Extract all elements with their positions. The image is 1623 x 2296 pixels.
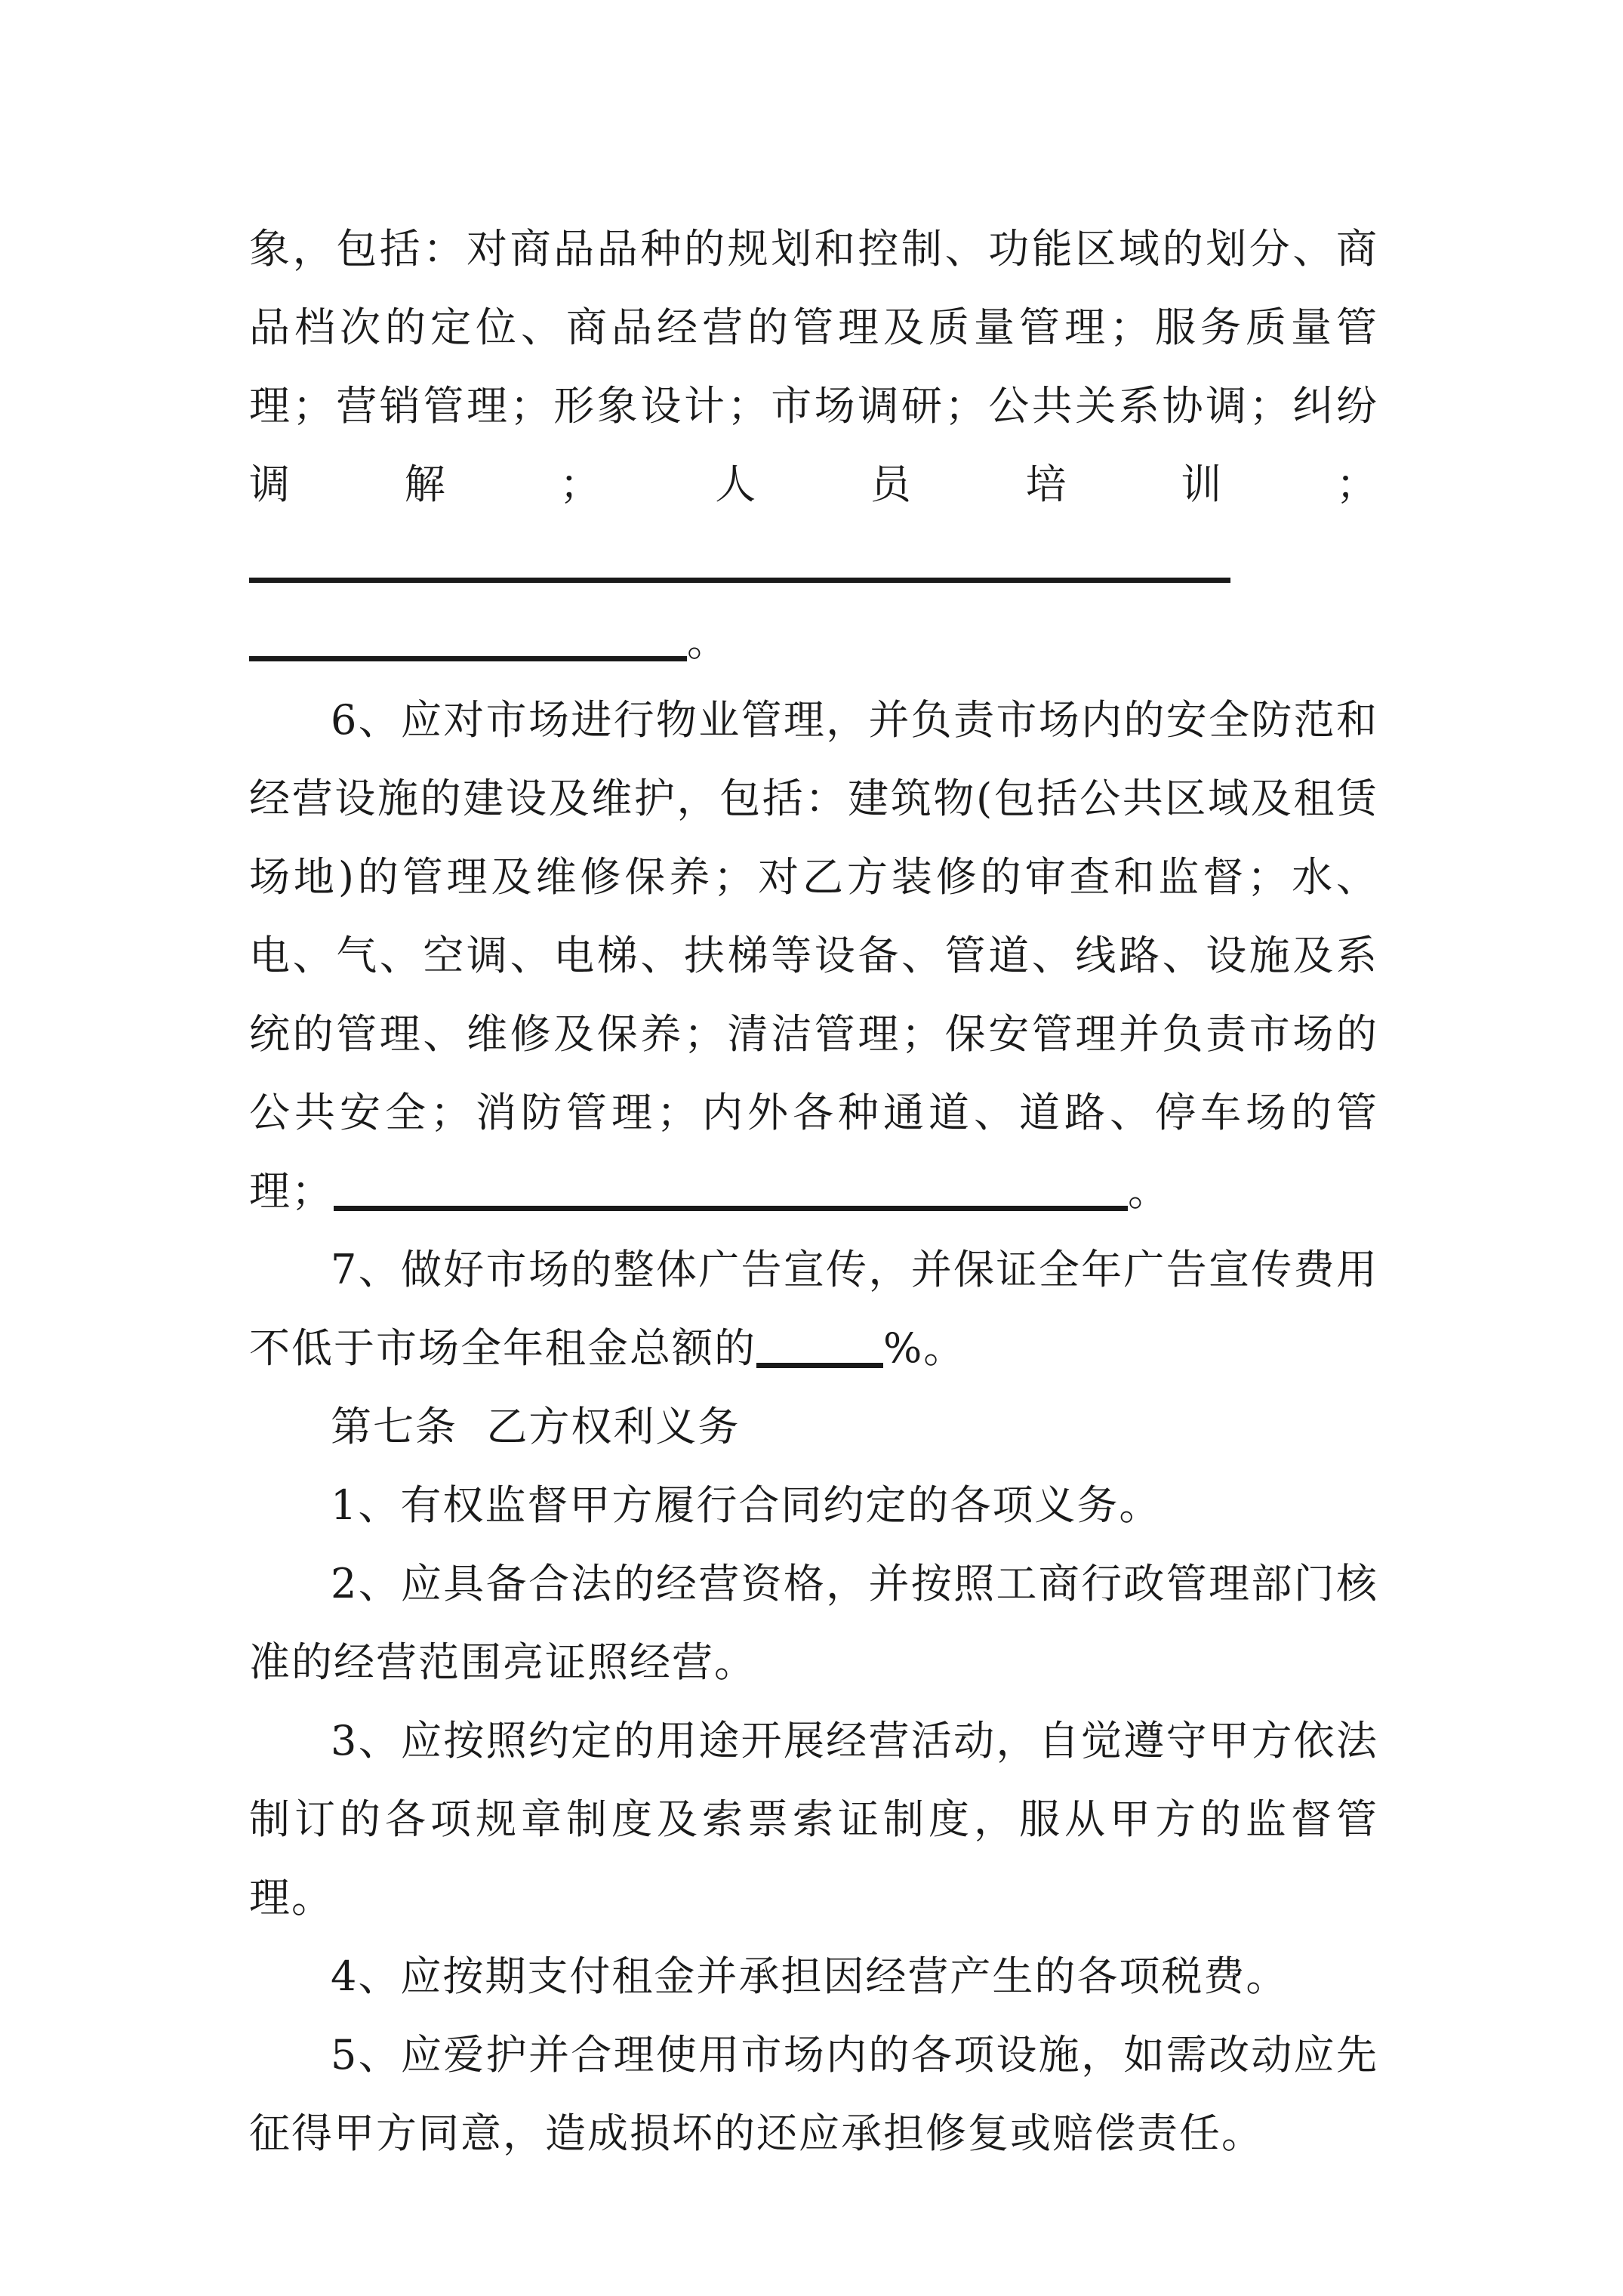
article-7-item-4: 4、应按期支付租金并承担因经营产生的各项税费。 — [331, 1952, 1289, 2000]
article-7-item-2: 2、应具备合法的经营资格，并按照工商行政管理部门核准的经营范围亮证照经营。 — [249, 1560, 1378, 1686]
paragraph-7: 7、做好市场的整体广告宣传，并保证全年广告宣传费用不低于市场全年租金总额的 %。 — [249, 1246, 1378, 1372]
fill-in-blank — [426, 1206, 1128, 1211]
article-7-item-1: 1、有权监督甲方履行合同约定的各项义务。 — [331, 1481, 1162, 1529]
fill-in-blank — [334, 1206, 426, 1211]
paragraph-6-text: 6、应对市场进行物业管理，并负责市场内的安全防范和经营设施的建设及维护，包括：建筑物(包括公共区域及租赁场地)的管理及维修保养；对乙方装修的审查和监督；水、电、气、空调、电梯、扶梯等设备、管道、线路、设施及系统的管理、维修及保养；清洁管理；保安管理并负责市场的公共安全；消防管理；内外各种通道、道路、停车场的管理； — [249, 696, 1378, 1215]
paragraph-5-continuation: 象，包括：对商品品种的规划和控制、功能区域的划分、商品档次的定位、商品经营的管理及质量管理；服务质量管理；营销管理；形象设计；市场调研；公共关系协调；纠纷调解；人员培训；。 — [249, 225, 1378, 665]
fill-in-blank — [249, 578, 1230, 583]
paragraph-6: 6、应对市场进行物业管理，并负责市场内的安全防范和经营设施的建设及维护，包括：建筑物(包括公共区域及租赁场地)的管理及维修保养；对乙方装修的审查和监督；水、电、气、空调、电梯、扶梯等设备、管道、线路、设施及系统的管理、维修及保养；清洁管理；保安管理并负责市场的公共安全；消防管理；内外各种通道、道路、停车场的管理； 。 — [249, 696, 1378, 1215]
article-7-item-3: 3、应按照约定的用途开展经营活动，自觉遵守甲方依法制订的各项规章制度及索票索证制度，服从甲方的监督管理。 — [249, 1717, 1378, 1922]
article-7-item-5: 5、应爱护并合理使用市场内的各项设施，如需改动应先征得甲方同意，造成损坏的还应承担修复或赔偿责任。 — [249, 2031, 1378, 2157]
article-7-heading: 第七条 乙方权利义务 — [331, 1403, 741, 1450]
percentage-blank — [756, 1363, 883, 1368]
contract-body — [249, 210, 1378, 2173]
fill-in-blank — [249, 656, 687, 661]
paragraph-5-text: 象，包括：对商品品种的规划和控制、功能区域的划分、商品档次的定位、商品经营的管理及质量管理；服务质量管理；营销管理；形象设计；市场调研；公共关系协调；纠纷调解；人员培训； — [249, 225, 1378, 508]
paragraph-7-text: 7、做好市场的整体广告宣传，并保证全年广告宣传费用不低于市场全年租金总额的 — [249, 1246, 1378, 1372]
